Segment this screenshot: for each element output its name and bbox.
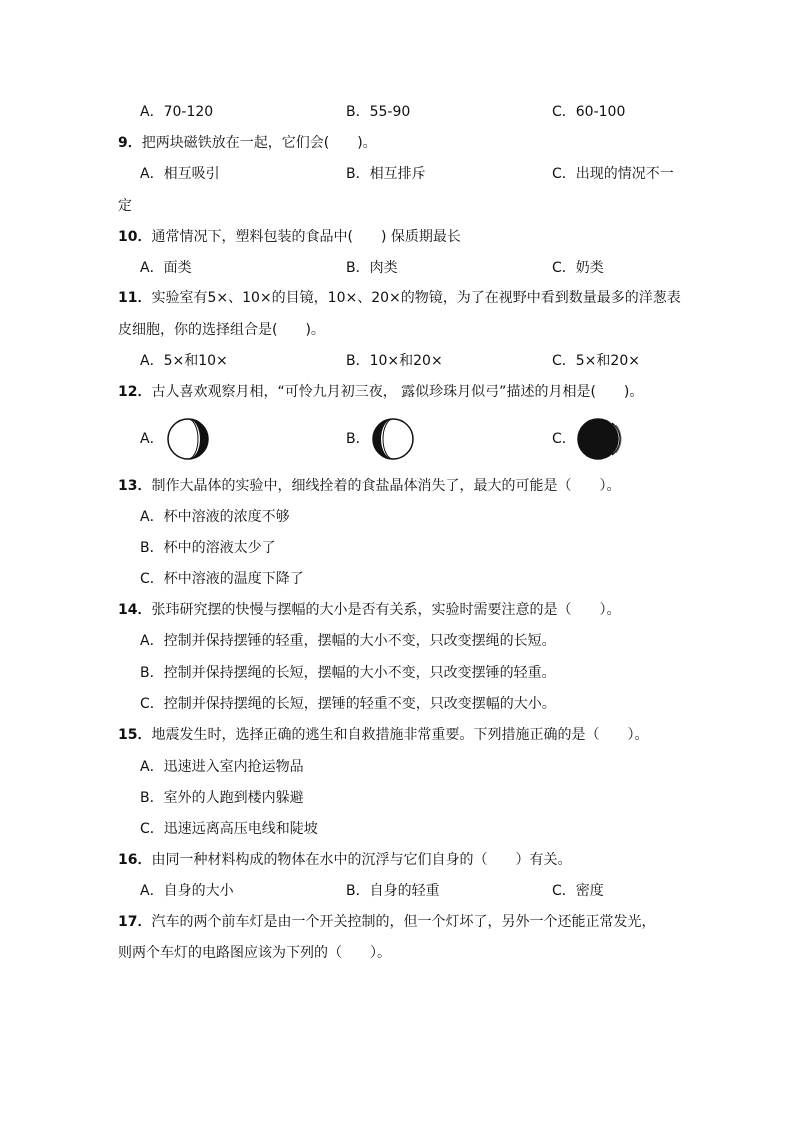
question-text: 实验室有5×、10×的目镜，10×、20×的物镜，为了在视野中看到数量最多的洋葱表 [151, 290, 681, 306]
q8-option-c: C．60-100 [552, 104, 626, 120]
q10-option-c: C．奶类 [552, 260, 604, 276]
question-text: 地震发生时，选择正确的逃生和自救措施非常重要。下列措施正确的是（ ）。 [151, 727, 649, 743]
question-text: 由同一种材料构成的物体在水中的沉浮与它们自身的（ ）有关。 [151, 852, 572, 868]
q14-option-b: B．控制并保持摆绳的长短，摆幅的大小不变，只改变摆锤的轻重。 [140, 665, 556, 681]
q16-option-a: A．自身的大小 [140, 883, 234, 899]
q15-option-a: A．迅速进入室内抢运物品 [140, 759, 304, 775]
q15-option-c: C．迅速远离高压电线和陡坡 [140, 821, 318, 837]
question-text: 把两块磁铁放在一起，它们会( )。 [141, 135, 377, 151]
question-number: 16． [118, 852, 152, 868]
q14-option-c: C．控制并保持摆绳的长短，摆锤的轻重不变，只改变摆幅的大小。 [140, 696, 556, 712]
q8-option-a: A．70-120 [140, 104, 214, 120]
q10-option-a: A．面类 [140, 260, 192, 276]
question-15 [118, 725, 648, 745]
q12-option-c: C． [552, 431, 576, 447]
question-number: 11． [118, 290, 152, 306]
question-text: 张玮研究摆的快慢与摆幅的大小是否有关系，实验时需要注意的是（ ）。 [151, 602, 621, 618]
q13-option-a: A．杯中溶液的浓度不够 [140, 509, 290, 525]
question-number: 10． [118, 229, 152, 245]
q12-option-a: A． [140, 431, 164, 447]
question-number: 17． [118, 914, 152, 930]
question-11-line2: 皮细胞，你的选择组合是( )。 [118, 322, 325, 338]
moon-left-dark-icon [371, 417, 415, 461]
moon-right-dark-icon [166, 417, 210, 461]
question-11 [118, 288, 681, 308]
q9-option-a: A．相互吸引 [140, 166, 220, 182]
question-9 [118, 133, 377, 153]
q16-option-c: C．密度 [552, 883, 604, 899]
q13-option-b: B．杯中的溶液太少了 [140, 540, 276, 556]
question-number: 13． [118, 478, 152, 494]
q9-option-c: C．出现的情况不一 [552, 166, 674, 182]
question-number: 15． [118, 727, 152, 743]
q10-option-b: B．肉类 [346, 260, 398, 276]
question-number: 9． [118, 135, 142, 151]
q13-option-c: C．杯中溶液的温度下降了 [140, 571, 304, 587]
question-13 [118, 476, 620, 496]
q11-option-a: A．5×和10× [140, 353, 228, 369]
q16-option-b: B．自身的轻重 [346, 883, 440, 899]
question-17 [118, 912, 655, 932]
moon-mostly-dark-icon [576, 417, 622, 461]
question-number: 12． [118, 384, 152, 400]
q9-option-c-wrap: 定 [118, 198, 132, 214]
question-10 [118, 227, 461, 247]
question-16 [118, 850, 571, 870]
q9-option-b: B．相互排斥 [346, 166, 426, 182]
question-17-line2: 则两个车灯的电路图应该为下列的（ ）。 [118, 945, 391, 961]
q15-option-b: B．室外的人跑到楼内躲避 [140, 790, 304, 806]
question-text: 汽车的两个前车灯是由一个开关控制的，但一个灯坏了，另外一个还能正常发光， [151, 914, 656, 930]
question-text: 古人喜欢观察月相，“可怜九月初三夜， 露似珍珠月似弓”描述的月相是( )。 [151, 384, 644, 400]
q14-option-a: A．控制并保持摆锤的轻重，摆幅的大小不变，只改变摆绳的长短。 [140, 633, 556, 649]
question-14 [118, 600, 620, 620]
q8-option-b: B．55-90 [346, 104, 411, 120]
q12-option-b: B． [346, 431, 370, 447]
question-text: 制作大晶体的实验中，细线拴着的食盐晶体消失了，最大的可能是（ ）。 [151, 478, 621, 494]
question-12 [118, 382, 643, 402]
question-number: 14． [118, 602, 152, 618]
question-text: 通常情况下，塑料包装的食品中( ) 保质期最长 [151, 229, 461, 245]
q11-option-b: B．10×和20× [346, 353, 443, 369]
q11-option-c: C．5×和20× [552, 353, 640, 369]
